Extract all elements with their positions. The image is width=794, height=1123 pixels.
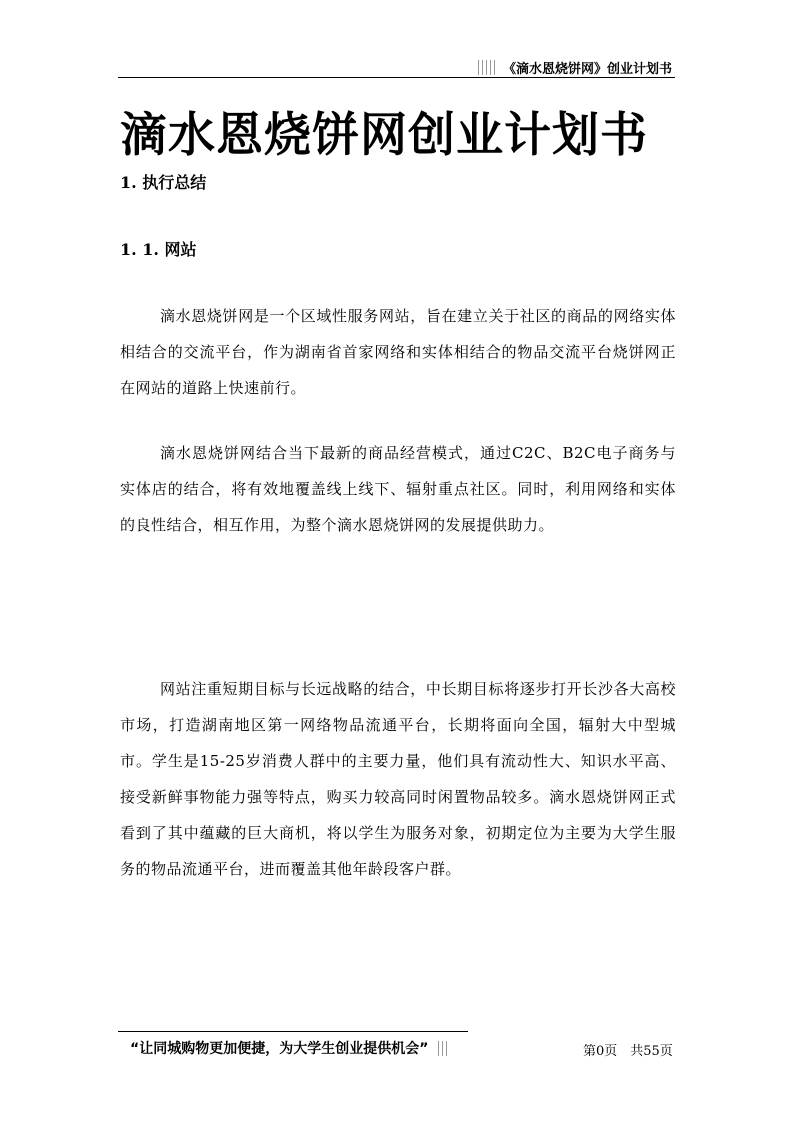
running-header <box>478 58 672 77</box>
page-number: 第0页 共55页 <box>583 1044 673 1059</box>
header-title: 《滴水恩烧饼网》创业计划书 <box>502 62 672 77</box>
paragraph: 滴水恩烧饼网结合当下最新的商品经营模式，通过C2C、B2C电子商务与实体店的结合，将有效地覆盖线上线下、辐射重点社区。同时，利用网络和实体的良性结合，相互作用，为整个滴水恩烧饼网的发展提供助力。 <box>120 444 676 534</box>
document-title: 滴水恩烧饼网创业计划书 <box>120 108 648 163</box>
header-decoration <box>478 60 495 75</box>
header-rule <box>118 77 675 78</box>
paragraph: 网站注重短期目标与长远战略的结合，中长期目标将逐步打开长沙各大高校市场，打造湖南地区第一网络物品流通平台，长期将面向全国，辐射大中型城市。学生是15-25岁消费人群中的主要力量，他们具有流动性大、知识水平高、接受新鲜事物能力强等特点，购买力较高同时闲置物品较多。滴水恩烧饼网正式看到了其中蕴藏的巨大商机，将以学生为服务对象，初期定位为主要为大学生服务的物品流通平台，进而覆盖其他年龄段客户群。 <box>120 680 676 878</box>
slogan-text: “让同城购物更加便捷，为大学生创业提供机会” <box>130 1041 429 1057</box>
footer-decoration <box>438 1041 447 1056</box>
section-heading: 1. 执行总结 <box>120 173 207 192</box>
footer-rule <box>118 1031 468 1032</box>
subsection-heading: 1. 1. 网站 <box>120 240 197 259</box>
footer-slogan <box>130 1038 447 1058</box>
paragraph: 滴水恩烧饼网是一个区域性服务网站，旨在建立关于社区的商品的网络实体相结合的交流平台，作为湖南省首家网络和实体相结合的物品交流平台烧饼网正在网站的道路上快速前行。 <box>120 307 676 397</box>
